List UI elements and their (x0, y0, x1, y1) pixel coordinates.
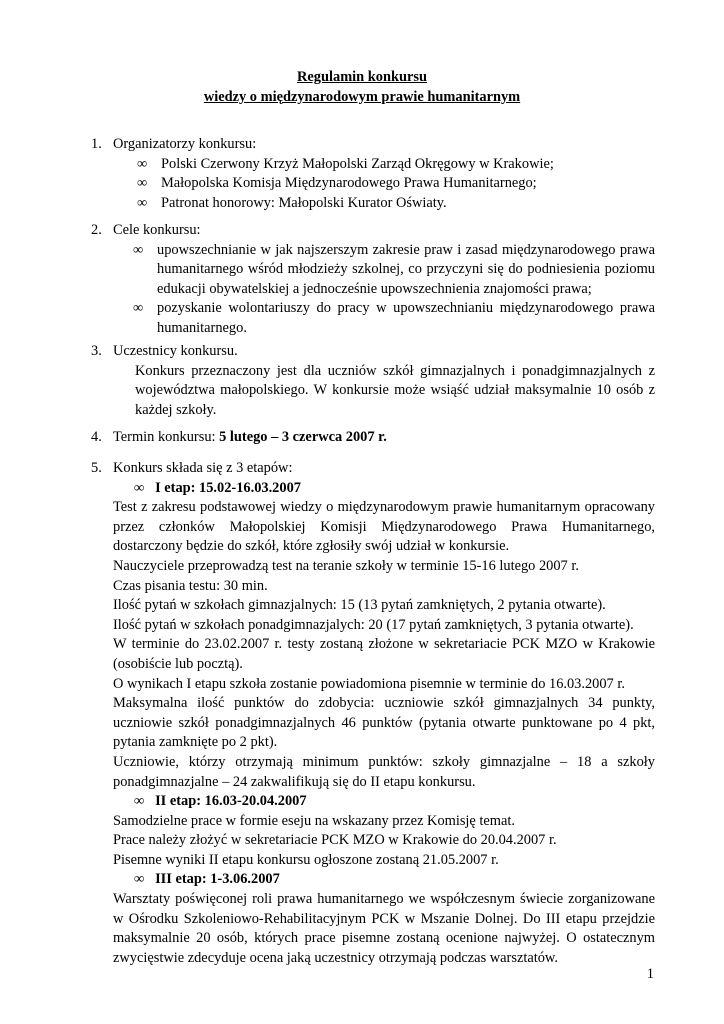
stage-3-title: ∞ III etap: 1-3.06.2007 (134, 871, 280, 888)
stage-1-paragraph: Test z zakresu podstawowej wiedzy o międzynarodowym prawie humanitarnym opracowany przez członków Małopolskiej Komisji Międzynarodowego Prawa Humanitarnego, dostarczony będzie do szkół, które zgłosiły swój udział w konkursie. (113, 499, 655, 555)
organizers-list (137, 155, 657, 214)
section-number: 5. (91, 460, 102, 476)
stage-1-paragraph: Ilość pytań w szkołach ponadgimnazjalych: 20 (17 pytań zamkniętych, 3 pytania otwarte). (113, 616, 634, 633)
dates-value: 5 lutego – 3 czerwca 2007 r. (219, 429, 387, 445)
stage-1-paragraph: Czas pisania testu: 30 min. (113, 577, 268, 594)
section-number: 1. (91, 136, 102, 152)
list-item: ∞ pozyskanie wolontariuszy do pracy w upowszechnianiu międzynarodowego prawa humanitarnego. (133, 300, 655, 336)
stage-3-body (113, 890, 655, 968)
stage-1-paragraph: Nauczyciele przeprowadzą test na teranie szkoły w terminie 15-16 lutego 2007 r. (113, 557, 579, 574)
stage-2-paragraph: Pisemne wyniki II etapu konkursu ogłoszone zostaną 21.05.2007 r. (113, 851, 499, 868)
page-number: 1 (646, 966, 654, 982)
title-line-1: Regulamin konkursu (297, 69, 427, 85)
stage-1-paragraph: Maksymalna ilość punktów do zdobycia: uczniowie szkół gimnazjalnych 34 punkty, uczniowie szkół ponadgimnazjalnych 46 punktów (pytania otwarte punktowane po 4 pkt, pytania zamknięte po 2 pkt). (113, 695, 655, 751)
stage-1-paragraph: O wynikach I etapu szkoła zostanie powiadomiona pisemnie w terminie do 16.03.2007 r. (113, 675, 625, 692)
infinity-bullet-icon: ∞ (134, 479, 145, 496)
infinity-bullet-icon: ∞ (137, 175, 148, 192)
stage-1-title: ∞ I etap: 15.02-16.03.2007 (134, 479, 301, 496)
infinity-bullet-icon: ∞ (137, 194, 148, 211)
section-heading: Konkurs składa się z 3 etapów: (113, 460, 293, 476)
list-item: ∞ upowszechnianie w jak najszerszym zakresie praw i zasad międzynarodowego prawa humanitarnego wśród młodzieży szkolnej, co przyczyni się do podniesienia poziomu edukacji obywatelskiej a jednocześnie upowszechnienia znajomości prawa; (133, 241, 655, 297)
infinity-bullet-icon: ∞ (133, 300, 144, 317)
section-number: 4. (91, 429, 102, 445)
section-number: 3. (91, 343, 102, 359)
stage-2-body (113, 812, 655, 871)
title-line-2: wiedzy o międzynarodowym prawie humanitarnym (203, 88, 521, 105)
stage-1-paragraph: Ilość pytań w szkołach gimnazjalnych: 15 (13 pytań zamkniętych, 2 pytania otwarte). (113, 597, 606, 614)
section-heading: Organizatorzy konkursu: (113, 136, 257, 152)
stage-2-paragraph: Samodzielne prace w formie eseju na wskazany przez Komisję temat. (113, 812, 515, 829)
section-goals (91, 221, 671, 339)
stage-3-paragraph: Warsztaty poświęconej roli prawa humanitarnego we współczesnym świecie zorganizowane w Ośrodku Szkoleniowo-Rehabilitacyjnym PCK w Mszanie Dolnej. Do III etapu przejdzie maksymalnie 20 osób, których prace pisemne zostaną ocenione najwyżej. O ostatecznym zwycięstwie zdecyduje ocena jaką uczestnicy otrzymają podczas warsztatów. (113, 891, 655, 966)
infinity-bullet-icon: ∞ (134, 793, 145, 810)
stage-1-paragraph: W terminie do 23.02.2007 r. testy zostaną złożone w sekretariacie PCK MZO w Krakowie (osobiście lub pocztą). (113, 636, 655, 672)
section-participants (91, 342, 671, 420)
stage-1-body (113, 498, 655, 792)
section-dates (91, 428, 671, 448)
list-item: ∞ Małopolska Komisja Międzynarodowego Prawa Humanitarnego; (137, 174, 657, 194)
list-item: ∞ Patronat honorowy: Małopolski Kurator Oświaty. (137, 194, 657, 214)
goals-list (133, 241, 655, 339)
participants-text: Konkurs przeznaczony jest dla uczniów szkół gimnazjalnych i ponadgimnazjalnych z województwa małopolskiego. W konkursie może wsiąść udział maksymalnie 10 osób z każdej szkoły. (135, 362, 655, 418)
stage-2-paragraph: Prace należy złożyć w sekretariacie PCK MZO w Krakowie do 20.04.2007 r. (113, 832, 557, 849)
section-heading: Uczestnicy konkursu. (113, 343, 238, 359)
document-title (0, 68, 724, 107)
stage-2-title: ∞ II etap: 16.03-20.04.2007 (134, 793, 307, 810)
section-heading (113, 428, 671, 448)
infinity-bullet-icon: ∞ (133, 241, 144, 258)
section-heading: Cele konkursu: (113, 222, 201, 238)
infinity-bullet-icon: ∞ (134, 871, 145, 888)
infinity-bullet-icon: ∞ (137, 155, 148, 172)
section-stages (91, 459, 671, 968)
section-organizers (91, 135, 671, 213)
section-number: 2. (91, 222, 102, 238)
stage-1-paragraph: Uczniowie, którzy otrzymają minimum punktów: szkoły gimnazjalne – 18 a szkoły ponadgimnazjalne – 24 zakwalifikują się do II etapu konkursu. (113, 753, 655, 790)
list-item: ∞ Polski Czerwony Krzyż Małopolski Zarząd Okręgowy w Krakowie; (137, 155, 657, 175)
dates-label: Termin konkursu: (113, 429, 220, 445)
